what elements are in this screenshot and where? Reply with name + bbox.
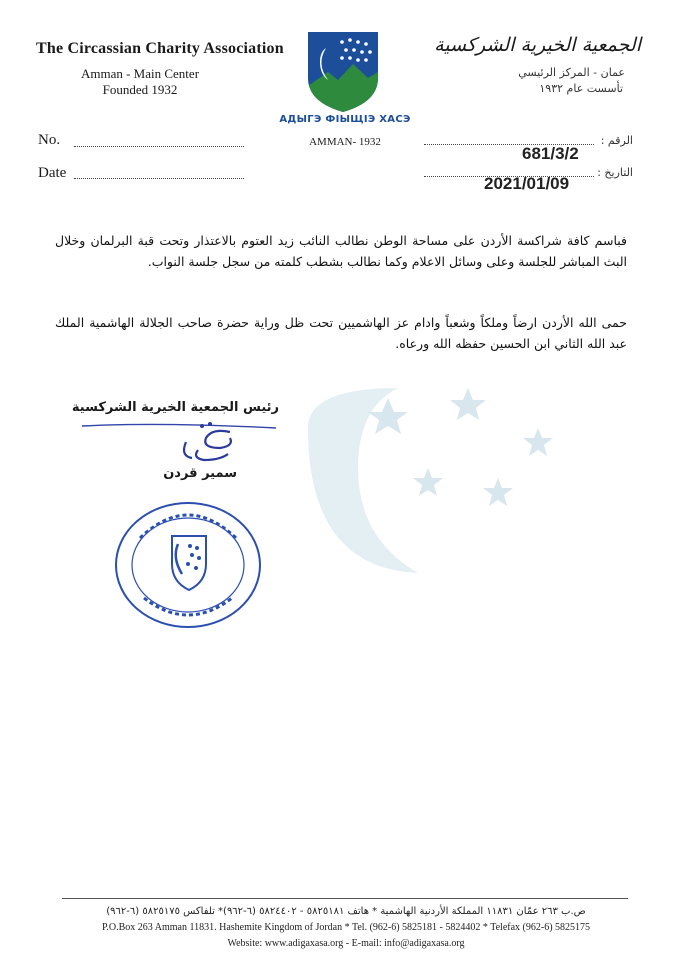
reference-number: 681/3/2 — [522, 144, 579, 163]
body-paragraph-1: فباسم كافة شراكسة الأردن على مساحة الوطن نطالب النائب زيد العتوم بالاعتذار وتحت قبة البرلمان وخلال البث المباشر للجلسة وعلى وسائل الاعلام وكما نطالب بشطب كلمته من سجل جلسة النواب. — [55, 233, 627, 269]
org-name-english: The Circassian Charity Association — [36, 40, 284, 57]
association-logo — [298, 28, 388, 114]
handwritten-signature — [80, 412, 280, 468]
reference-date: 2021/01/09 — [484, 174, 570, 193]
footer-address-english: P.O.Box 263 Amman 11831. Hashemite Kingdom of Jordan * Tel. (962-6) 5825181 - 5824402 * Telefax (962-6) 5825175 — [101, 922, 591, 933]
logo-cyrillic-caption: АДЫГЭ ФIЫЩIЭ ХАСЭ — [279, 114, 411, 125]
signatory-title: رئيس الجمعية الخيرية الشركسية — [71, 400, 279, 415]
date-dotted-line — [74, 178, 244, 179]
org-name-arabic: الجمعية الخيرية الشركسية — [434, 34, 641, 56]
number-dotted-line — [74, 146, 244, 147]
branch-english: Amman - Main Center — [80, 66, 200, 81]
watermark-crescent — [268, 368, 598, 588]
number-label-arabic: الرقم : — [600, 134, 633, 147]
date-label: Date — [38, 165, 67, 181]
official-stamp — [110, 498, 266, 632]
founded-english: Founded 1932 — [102, 82, 178, 97]
footer-web-email: Website: www.adigaxasa.org - E-mail: info@adigaxasa.org — [227, 938, 465, 949]
signatory-name: سمير قردن — [163, 466, 237, 481]
body-paragraph-2: حمى الله الأردن ارضاً وملكاً وشعباً وادام عز الهاشميين تحت ظل وراية حضرة صاحب الجلالة الهاشمية الملك عبد الله الثاني ابن الحسين حفظه الله ورعاه. — [55, 315, 627, 351]
branch-arabic: عمان - المركز الرئيسي — [518, 66, 625, 79]
logo-city-caption: AMMAN- 1932 — [309, 136, 381, 148]
number-label: No. — [38, 132, 61, 148]
date-label-arabic: التاريخ : — [597, 166, 633, 179]
footer-address-arabic: ص.ب ٢٦٣ عمّان ١١٨٣١ المملكة الأردنية الهاشمية * هاتف ٥٨٢٥١٨١ - ٥٨٢٤٤٠٢ (٦-٩٦٢)* تلفاكس ٥٨٢٥١٧٥ (٦-٩٦٢) — [106, 906, 586, 917]
footer-divider — [62, 898, 628, 899]
founded-arabic: تأسست عام ١٩٣٢ — [539, 82, 623, 95]
